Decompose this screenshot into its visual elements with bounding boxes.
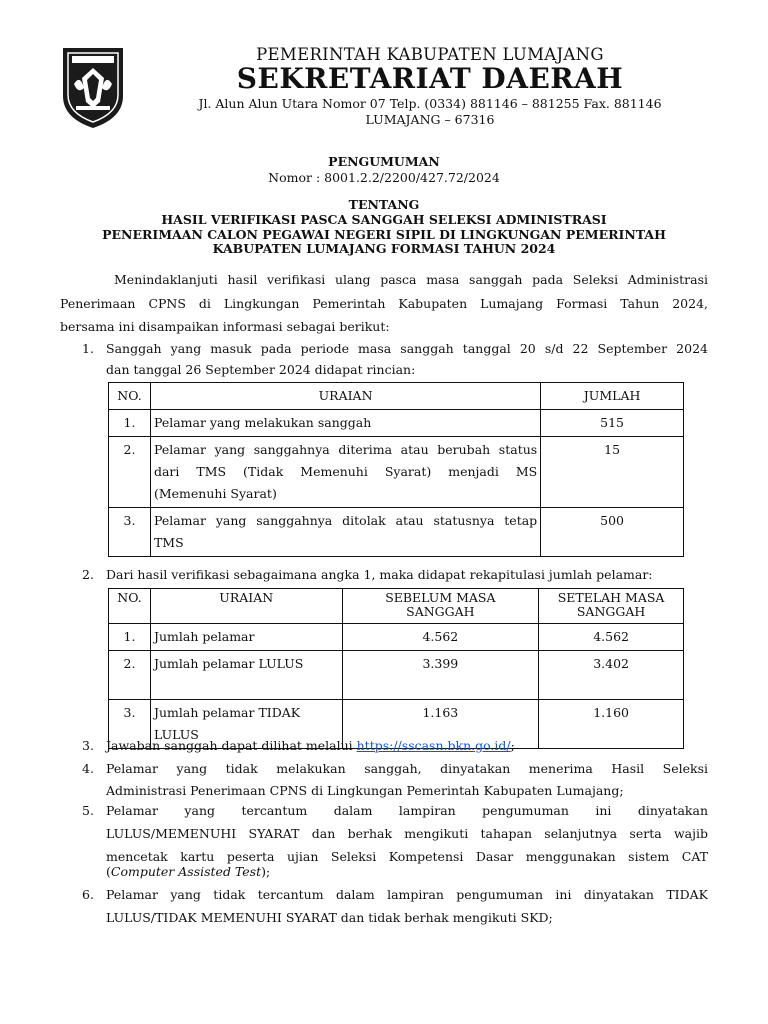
sscasn-link[interactable]: https://sscasn.bkn.go.id/ xyxy=(356,738,511,753)
office-name: SEKRETARIAT DAERAH xyxy=(236,62,624,95)
table-header-row xyxy=(109,589,684,624)
sanggah-detail-table xyxy=(108,382,684,557)
table-header-no: NO. xyxy=(109,589,151,624)
table-row xyxy=(109,651,684,700)
table-row xyxy=(109,508,684,557)
item-5-close-paren: ); xyxy=(261,864,271,879)
row-no: 2. xyxy=(109,437,151,508)
item-6-number: 6. xyxy=(82,887,94,902)
item-5-open-paren: ( xyxy=(106,864,111,879)
table-header-uraian: URAIAN xyxy=(150,383,540,410)
row-before: 1.163 xyxy=(342,700,539,749)
table-header-before-line: SEBELUM MASA xyxy=(385,590,496,605)
table-header-after xyxy=(539,589,684,624)
row-label: Jumlah pelamar TIDAK LULUS xyxy=(150,700,342,749)
row-label: Jumlah pelamar LULUS xyxy=(150,651,342,700)
row-uraian-line: Pelamar yang melakukan sanggah xyxy=(153,415,372,430)
lumajang-emblem-logo xyxy=(60,44,126,130)
announcement-about: TENTANG xyxy=(348,197,420,212)
row-jumlah: 515 xyxy=(541,410,684,437)
item-5-italic: Computer Assisted Test xyxy=(110,864,262,879)
table-header-after-line: SETELAH MASA xyxy=(557,590,665,605)
row-before: 4.562 xyxy=(342,624,539,651)
announcement-title-1: HASIL VERIFIKASI PASCA SANGGAH SELEKSI ADMINISTRASI xyxy=(161,212,607,227)
office-address: Jl. Alun Alun Utara Nomor 07 Telp. (0334) 881146 – 881255 Fax. 881146 xyxy=(198,96,662,111)
announcement-label: PENGUMUMAN xyxy=(328,154,440,169)
row-no: 2. xyxy=(109,651,151,700)
row-after: 1.160 xyxy=(539,700,684,749)
item-5-line-2: LULUS/MEMENUHI SYARAT dan berhak mengikuti tahapan selanjutnya serta wajib xyxy=(106,826,708,841)
item-3-suffix: ; xyxy=(510,738,515,753)
intro-line-1: Menindaklanjuti hasil verifikasi ulang pasca masa sanggah pada Seleksi Administrasi xyxy=(114,272,708,287)
item-1-number: 1. xyxy=(82,341,94,356)
row-label: Jumlah pelamar xyxy=(150,624,342,651)
table-row xyxy=(109,410,684,437)
item-2-text: Dari hasil verifikasi sebagaimana angka 1, maka didapat rekapitulasi jumlah pelamar: xyxy=(106,567,653,582)
row-jumlah: 500 xyxy=(541,508,684,557)
item-1-line-2: dan tanggal 26 September 2024 didapat rincian: xyxy=(106,362,416,377)
announcement-title-3: KABUPATEN LUMAJANG FORMASI TAHUN 2024 xyxy=(212,241,556,256)
item-4-line-1: Pelamar yang tidak melakukan sanggah, dinyatakan menerima Hasil Seleksi xyxy=(106,761,708,776)
intro-line-3: bersama ini disampaikan informasi sebagai berikut: xyxy=(60,319,390,334)
item-1-line-1: Sanggah yang masuk pada periode masa sanggah tanggal 20 s/d 22 September 2024 xyxy=(106,341,708,356)
office-city: LUMAJANG – 67316 xyxy=(365,112,495,127)
announcement-number: Nomor : 8001.2.2/2200/427.72/2024 xyxy=(268,170,500,185)
item-3-number: 3. xyxy=(82,738,94,753)
row-no: 1. xyxy=(109,624,151,651)
table-row xyxy=(109,437,684,508)
item-5-line-4 xyxy=(106,860,708,884)
row-no: 1. xyxy=(109,410,151,437)
item-5-number: 5. xyxy=(82,803,94,818)
row-uraian-line: dari TMS (Tidak Memenuhi Syarat) menjadi MS xyxy=(153,464,538,479)
row-no: 3. xyxy=(109,700,151,749)
row-after: 3.402 xyxy=(539,651,684,700)
row-uraian xyxy=(150,508,540,557)
emblem-shield-icon xyxy=(60,44,126,130)
announcement-title-2: PENERIMAAN CALON PEGAWAI NEGERI SIPIL DI LINGKUNGAN PEMERINTAH xyxy=(102,227,666,242)
table-header-no: NO. xyxy=(109,383,151,410)
table-header-before-line: SANGGAH xyxy=(406,604,475,619)
row-uraian-line: Pelamar yang sanggahnya diterima atau berubah status xyxy=(153,442,538,457)
table-header-before xyxy=(342,589,539,624)
row-uraian-line: TMS xyxy=(153,535,184,550)
item-3-text xyxy=(106,734,708,758)
item-5-line-1: Pelamar yang tercantum dalam lampiran pengumuman ini dinyatakan xyxy=(106,803,708,818)
row-uraian-line: (Memenuhi Syarat) xyxy=(153,486,277,501)
item-3-prefix: Jawaban sanggah dapat dilihat melalui xyxy=(106,738,357,753)
row-no: 3. xyxy=(109,508,151,557)
government-name: PEMERINTAH KABUPATEN LUMAJANG xyxy=(256,45,604,64)
row-uraian xyxy=(150,437,540,508)
recap-table xyxy=(108,588,684,749)
item-6-line-2: LULUS/TIDAK MEMENUHI SYARAT dan tidak berhak mengikuti SKD; xyxy=(106,910,553,925)
row-before: 3.399 xyxy=(342,651,539,700)
table-row xyxy=(109,624,684,651)
row-uraian xyxy=(150,410,540,437)
item-2-number: 2. xyxy=(82,567,94,582)
item-4-number: 4. xyxy=(82,761,94,776)
item-4-line-2: Administrasi Penerimaan CPNS di Lingkungan Pemerintah Kabupaten Lumajang; xyxy=(106,783,624,798)
row-jumlah: 15 xyxy=(541,437,684,508)
table-header-jumlah: JUMLAH xyxy=(541,383,684,410)
table-header-after-line: SANGGAH xyxy=(576,604,646,619)
intro-line-2: Penerimaan CPNS di Lingkungan Pemerintah Kabupaten Lumajang Formasi Tahun 2024, xyxy=(60,296,708,311)
row-after: 4.562 xyxy=(539,624,684,651)
item-6-line-1: Pelamar yang tidak tercantum dalam lampiran pengumuman ini dinyatakan TIDAK xyxy=(106,887,708,902)
row-uraian-line: Pelamar yang sanggahnya ditolak atau statusnya tetap xyxy=(153,513,538,528)
item-5-line-3: mencetak kartu peserta ujian Seleksi Kompetensi Dasar menggunakan sistem CAT xyxy=(106,849,708,864)
table-header-uraian: URAIAN xyxy=(150,589,342,624)
table-header-row xyxy=(109,383,684,410)
